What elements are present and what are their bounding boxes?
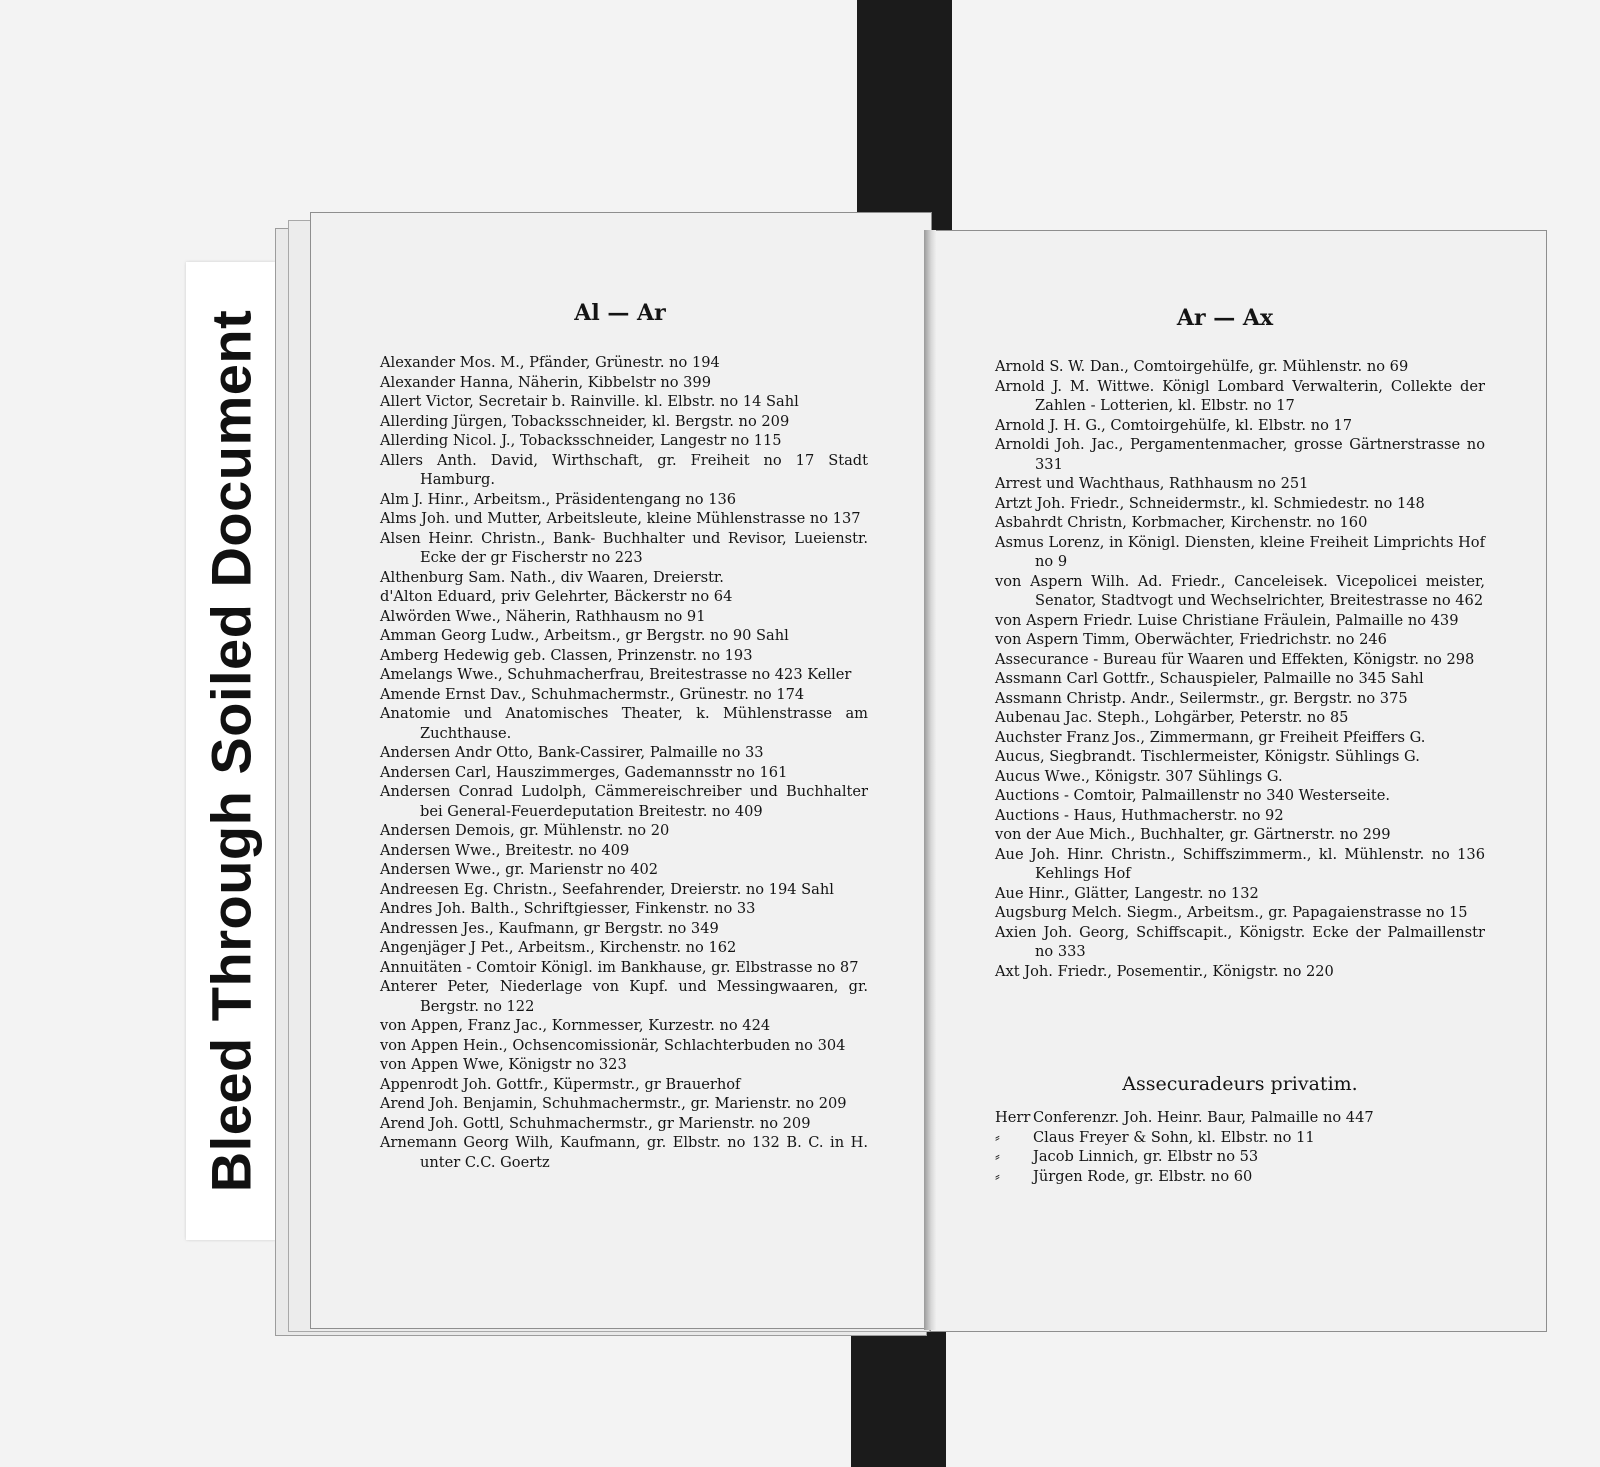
directory-entry: Arnemann Georg Wilh, Kaufmann, gr. Elbstr. no 132 B. C. in H. unter C.C. Goertz [380, 1134, 868, 1171]
directory-entry: Aucus Wwe., Königstr. 307 Sühlings G. [995, 767, 1283, 785]
assecuradeur-prefix: ⸗ [995, 1148, 1000, 1165]
assecuradeur-row [995, 1167, 1485, 1187]
directory-entry: Assecurance - Bureau für Waaren und Effekten, Königstr. no 298 [995, 650, 1475, 668]
directory-entry: Allerding Jürgen, Tobacksschneider, kl. Bergstr. no 209 [380, 412, 790, 430]
directory-entry: Arnold J. H. G., Comtoirgehülfe, kl. Elbstr. no 17 [995, 416, 1353, 434]
assecuradeur-name: Jacob Linnich, gr. Elbstr no 53 [1033, 1148, 1259, 1165]
directory-entry: Asbahrdt Christn, Korbmacher, Kirchenstr. no 160 [995, 514, 1368, 531]
directory-entry: Anterer Peter, Niederlage von Kupf. und Messingwaaren, gr. Bergstr. no 122 [380, 978, 868, 1015]
directory-entry: Axien Joh. Georg, Schiffscapit., Königstr. Ecke der Palmaillenstr no 333 [995, 923, 1485, 960]
directory-entry: Annuitäten - Comtoir Königl. im Bankhause, gr. Elbstrasse no 87 [380, 958, 859, 976]
directory-entry: Asmus Lorenz, in Königl. Diensten, kleine Freiheit Limprichts Hof no 9 [995, 533, 1485, 570]
directory-entry: Andersen Andr Otto, Bank-Cassirer, Palmaille no 33 [380, 744, 764, 761]
directory-entry: Alms Joh. und Mutter, Arbeitsleute, kleine Mühlenstrasse no 137 [380, 510, 861, 527]
directory-entry: Assmann Carl Gottfr., Schauspieler, Palmaille no 345 Sahl [995, 670, 1424, 687]
directory-entry: Andressen Jes., Kaufmann, gr Bergstr. no 349 [380, 919, 719, 937]
directory-entry: Augsburg Melch. Siegm., Arbeitsm., gr. Papagaienstrasse no 15 [995, 904, 1468, 921]
assecuradeur-row [995, 1128, 1485, 1148]
directory-entry: Alexander Mos. M., Pfänder, Grünestr. no 194 [380, 354, 720, 371]
assecuradeur-name: Jürgen Rode, gr. Elbstr. no 60 [1033, 1167, 1253, 1185]
directory-entry: von Appen Wwe, Königstr no 323 [380, 1056, 627, 1073]
directory-entry: Allert Victor, Secretair b. Rainville. kl. Elbstr. no 14 Sahl [380, 393, 799, 410]
directory-entry: Aucus, Siegbrandt. Tischlermeister, Königstr. Sühlings G. [995, 748, 1420, 765]
scanner-bar-bottom [851, 1330, 946, 1467]
directory-entry: Arrest und Wachthaus, Rathhausm no 251 [995, 475, 1309, 492]
assecuradeur-prefix: Herr [995, 1109, 1031, 1126]
assecuradeur-prefix: ⸗ [995, 1128, 1000, 1146]
directory-entry: Alsen Heinr. Christn., Bank- Buchhalter und Revisor, Lueienstr. Ecke der gr Fischerstr no 223 [380, 529, 868, 566]
directory-entry: Auctions - Comtoir, Palmaillenstr no 340 Westerseite. [995, 787, 1391, 804]
directory-entry: Arnold S. W. Dan., Comtoirgehülfe, gr. Mühlenstr. no 69 [995, 358, 1409, 375]
directory-entry: Artzt Joh. Friedr., Schneidermstr., kl. Schmiedestr. no 148 [995, 494, 1425, 512]
left-entries [380, 353, 868, 1172]
assecuradeurs-list [995, 1108, 1485, 1186]
directory-entry: Amende Ernst Dav., Schuhmachermstr., Grünestr. no 174 [380, 685, 805, 703]
directory-entry: Auctions - Haus, Huthmacherstr. no 92 [995, 806, 1284, 824]
directory-entry: d'Alton Eduard, priv Gelehrter, Bäckerstr no 64 [380, 588, 733, 605]
assecuradeur-row [995, 1108, 1485, 1128]
assecuradeur-prefix: ⸗ [995, 1167, 1000, 1185]
directory-entry: Andersen Wwe., gr. Marienstr no 402 [380, 861, 659, 878]
directory-entry: Andersen Wwe., Breitestr. no 409 [380, 841, 630, 859]
directory-entry: von Aspern Friedr. Luise Christiane Fräulein, Palmaille no 439 [995, 611, 1459, 629]
directory-entry: Allers Anth. David, Wirthschaft, gr. Freiheit no 17 Stadt Hamburg. [380, 451, 868, 488]
directory-entry: Anatomie und Anatomisches Theater, k. Mühlenstrasse am Zuchthause. [380, 705, 868, 742]
directory-entry: Alwörden Wwe., Näherin, Rathhausm no 91 [380, 607, 706, 625]
directory-entry: Auchster Franz Jos., Zimmermann, gr Freiheit Pfeiffers G. [995, 728, 1426, 746]
directory-entry: Andres Joh. Balth., Schriftgiesser, Finkenstr. no 33 [380, 900, 756, 917]
directory-entry: Angenjäger J Pet., Arbeitsm., Kirchenstr. no 162 [380, 939, 737, 956]
directory-entry: von Aspern Wilh. Ad. Friedr., Canceleisek. Vicepolicei meister, Senator, Stadtvogt und Wechselrichter, Breitestrasse no 462 [995, 572, 1485, 609]
right-page-header: Ar — Ax [1176, 305, 1274, 331]
directory-entry: Aubenau Jac. Steph., Lohgärber, Peterstr. no 85 [995, 709, 1349, 726]
directory-entry: Amman Georg Ludw., Arbeitsm., gr Bergstr. no 90 Sahl [380, 627, 789, 644]
right-entries [995, 357, 1485, 981]
directory-entry: von der Aue Mich., Buchhalter, gr. Gärtnerstr. no 299 [995, 826, 1391, 843]
directory-entry: von Appen, Franz Jac., Kornmesser, Kurzestr. no 424 [380, 1017, 771, 1034]
directory-entry: Arend Joh. Benjamin, Schuhmachermstr., gr. Marienstr. no 209 [380, 1095, 847, 1112]
section-title: Assecuradeurs privatim. [1122, 1073, 1358, 1095]
assecuradeur-name: Conferenzr. Joh. Heinr. Baur, Palmaille no 447 [1033, 1109, 1374, 1126]
directory-entry: Alm J. Hinr., Arbeitsm., Präsidentengang no 136 [380, 490, 737, 508]
directory-entry: Andersen Conrad Ludolph, Cämmereischreiber und Buchhalter bei General-Feuerdeputation Breitestr. no 409 [380, 783, 868, 820]
directory-entry: Aue Hinr., Glätter, Langestr. no 132 [995, 884, 1259, 902]
left-page-header: Al — Ar [574, 300, 666, 326]
book-gutter [924, 230, 936, 1330]
directory-entry: Allerding Nicol. J., Tobacksschneider, Langestr no 115 [380, 432, 782, 449]
directory-entry: Arnold J. M. Wittwe. Königl Lombard Verwalterin, Collekte der Zahlen - Lotterien, kl. Elbstr. no 17 [995, 377, 1485, 414]
directory-entry: Arend Joh. Gottl, Schuhmachermstr., gr Marienstr. no 209 [380, 1114, 811, 1132]
directory-entry: Assmann Christp. Andr., Seilermstr., gr. Bergstr. no 375 [995, 689, 1408, 707]
directory-entry: Axt Joh. Friedr., Posementir., Königstr. no 220 [995, 962, 1334, 980]
directory-entry: von Appen Hein., Ochsencomissionär, Schlachterbuden no 304 [380, 1036, 846, 1054]
directory-entry: Andersen Carl, Hauszimmerges, Gademannsstr no 161 [380, 763, 788, 781]
assecuradeur-row [995, 1147, 1485, 1167]
directory-entry: Andreesen Eg. Christn., Seefahrender, Dreierstr. no 194 Sahl [380, 880, 834, 898]
directory-entry: Appenrodt Joh. Gottfr., Küpermstr., gr Brauerhof [380, 1075, 741, 1093]
document-label: Bleed Through Soiled Document [199, 309, 263, 1193]
scanner-bar-top [857, 0, 952, 232]
directory-entry: von Aspern Timm, Oberwächter, Friedrichstr. no 246 [995, 631, 1387, 648]
directory-entry: Amelangs Wwe., Schuhmacherfrau, Breitestrasse no 423 Keller [380, 666, 852, 683]
directory-entry: Andersen Demois, gr. Mühlenstr. no 20 [380, 822, 670, 839]
directory-entry: Arnoldi Joh. Jac., Pergamentenmacher, grosse Gärtnerstrasse no 331 [995, 436, 1485, 473]
directory-entry: Amberg Hedewig geb. Classen, Prinzenstr. no 193 [380, 646, 753, 664]
directory-entry: Alexander Hanna, Näherin, Kibbelstr no 399 [380, 373, 712, 391]
assecuradeur-name: Claus Freyer & Sohn, kl. Elbstr. no 11 [1033, 1128, 1315, 1146]
directory-entry: Aue Joh. Hinr. Christn., Schiffszimmerm., kl. Mühlenstr. no 136 Kehlings Hof [995, 845, 1485, 882]
directory-entry: Althenburg Sam. Nath., div Waaren, Dreierstr. [380, 568, 724, 586]
